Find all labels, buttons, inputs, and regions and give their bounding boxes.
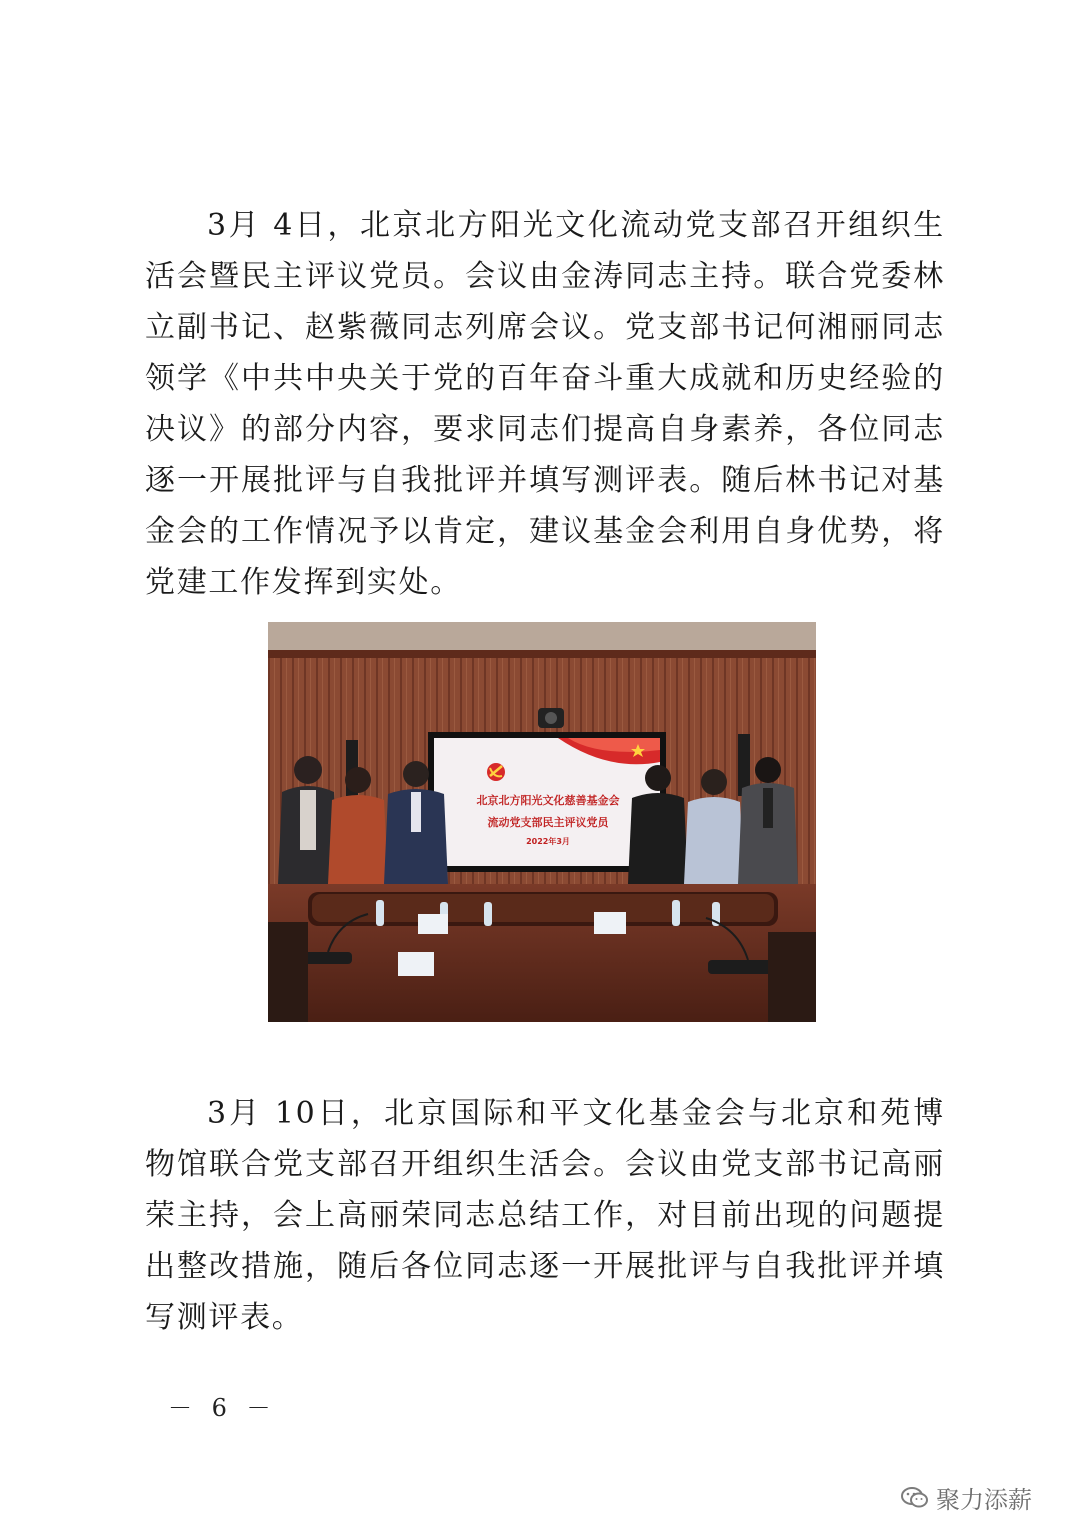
- screen-date: 2022年3月: [526, 837, 570, 846]
- screen-title: 北京北方阳光文化慈善基金会: [476, 794, 620, 807]
- watermark-text: 聚力添薪: [936, 1486, 1032, 1514]
- wechat-icon: [900, 1485, 930, 1511]
- paragraph-second: 3月 10日，北京国际和平文化基金会与北京和苑博物馆联合党支部召开组织生活会。会议由党支部书记高丽荣主持，会上高丽荣同志总结工作，对目前出现的问题提出整改措施，随后各位同志逐一开展批评与自我批评并填写测评表。: [145, 1096, 945, 1335]
- page-number: － 6 －: [168, 1394, 277, 1422]
- meeting-photo: [268, 622, 816, 1022]
- watermark: [900, 1480, 1032, 1515]
- paragraph-first: 3月 4日，北京北方阳光文化流动党支部召开组织生活会暨民主评议党员。会议由金涛同志主持。联合党委林立副书记、赵紫薇同志列席会议。党支部书记何湘丽同志领学《中共中央关于党的百年奋斗重大成就和历史经验的决议》的部分内容，要求同志们提高自身素养，各位同志逐一开展批评与自我批评并填写测评表。随后林书记对基金会的工作情况予以肯定，建议基金会利用自身优势，将党建工作发挥到实处。: [145, 208, 945, 600]
- screen-subtitle: 流动党支部民主评议党员: [487, 816, 609, 829]
